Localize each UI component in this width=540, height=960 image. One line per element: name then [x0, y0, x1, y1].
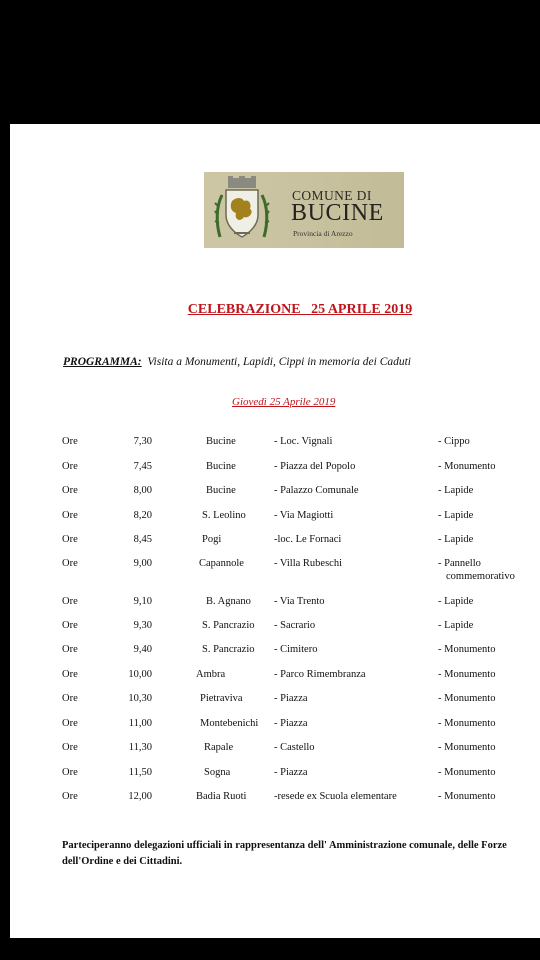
cell-time: 10,30	[128, 693, 152, 704]
logo-line-bucine: BUCINE	[291, 200, 384, 226]
cell-ore: Ore	[62, 742, 78, 753]
cell-time: 12,00	[128, 791, 152, 802]
table-row	[10, 693, 540, 709]
cell-site: - Castello	[274, 742, 315, 753]
cell-memorial-type: - Monumento	[438, 791, 496, 802]
cell-ore: Ore	[62, 558, 78, 569]
cell-site: - Piazza	[274, 718, 308, 729]
cell-location: Pogi	[202, 534, 222, 545]
cell-location: Ambra	[196, 669, 226, 680]
cell-memorial-type: - Monumento	[438, 644, 496, 655]
cell-site: - Palazzo Comunale	[274, 485, 359, 496]
table-row	[10, 669, 540, 685]
cell-ore: Ore	[62, 767, 78, 778]
cell-memorial-type: - Monumento	[438, 669, 496, 680]
cell-location: Pietraviva	[200, 693, 243, 704]
cell-site: - Sacrario	[274, 620, 316, 631]
cell-site: - Cimitero	[274, 644, 318, 655]
cell-location: Rapale	[204, 742, 234, 753]
table-row	[10, 461, 540, 477]
cell-time: 8,20	[133, 510, 152, 521]
cell-time: 7,45	[133, 461, 152, 472]
program-text: Visita a Monumenti, Lapidi, Cippi in memoria dei Caduti	[141, 356, 412, 368]
document-page	[10, 124, 540, 938]
cell-ore: Ore	[62, 534, 78, 545]
cell-memorial-type: - Lapide	[438, 534, 474, 545]
cell-ore: Ore	[62, 510, 78, 521]
cell-location: Capannole	[199, 558, 244, 569]
cell-ore: Ore	[62, 644, 78, 655]
cell-location: Montebenichi	[200, 718, 259, 729]
cell-site: - Parco Rimembranza	[274, 669, 366, 680]
cell-site: - Piazza	[274, 693, 308, 704]
cell-ore: Ore	[62, 791, 78, 802]
cell-location: Sogna	[204, 767, 231, 778]
cell-time: 11,50	[128, 767, 152, 778]
cell-time: 10,00	[128, 669, 152, 680]
cell-time: 9,40	[133, 644, 152, 655]
coat-of-arms-icon	[214, 175, 270, 245]
table-row	[10, 620, 540, 636]
logo-line-provincia: Provincia di Arezzo	[293, 229, 353, 238]
program-label: PROGRAMMA:	[63, 356, 142, 368]
cell-ore: Ore	[62, 693, 78, 704]
cell-time: 11,00	[128, 718, 152, 729]
cell-memorial-type: - Monumento	[438, 767, 496, 778]
table-row	[10, 485, 540, 501]
cell-memorial-type: - Monumento	[438, 461, 496, 472]
cell-time: 7,30	[133, 436, 152, 447]
program-line	[63, 356, 411, 368]
cell-memorial-type: - Cippo	[438, 436, 470, 447]
cell-memorial-type: - Monumento	[438, 718, 496, 729]
cell-location: Bucine	[206, 461, 236, 472]
municipality-logo	[204, 172, 404, 248]
table-row	[10, 558, 540, 582]
cell-ore: Ore	[62, 596, 78, 607]
cell-ore: Ore	[62, 461, 78, 472]
cell-time: 9,30	[133, 620, 152, 631]
table-row	[10, 767, 540, 783]
table-row	[10, 596, 540, 612]
table-row	[10, 510, 540, 526]
table-row	[10, 534, 540, 550]
cell-site: - Via Trento	[274, 596, 325, 607]
cell-time: 8,00	[133, 485, 152, 496]
cell-ore: Ore	[62, 436, 78, 447]
table-row	[10, 436, 540, 452]
event-date: Giovedì 25 Aprile 2019	[232, 396, 336, 408]
cell-time: 9,10	[133, 596, 152, 607]
cell-memorial-type: - Pannello	[438, 558, 481, 569]
cell-site: -loc. Le Fornaci	[274, 534, 342, 545]
cell-site: - Loc. Vignali	[274, 436, 333, 447]
cell-memorial-type: - Monumento	[438, 742, 496, 753]
cell-site: - Villa Rubeschi	[274, 558, 342, 569]
cell-ore: Ore	[62, 620, 78, 631]
cell-location: Bucine	[206, 485, 236, 496]
cell-location: Badia Ruoti	[196, 791, 247, 802]
cell-location: S. Leolino	[202, 510, 246, 521]
table-row	[10, 644, 540, 660]
cell-site: -resede ex Scuola elementare	[274, 791, 397, 802]
cell-memorial-type: - Lapide	[438, 620, 474, 631]
cell-memorial-type: - Lapide	[438, 596, 474, 607]
cell-ore: Ore	[62, 669, 78, 680]
cell-location: B. Agnano	[206, 596, 251, 607]
cell-time: 8,45	[133, 534, 152, 545]
cell-site: - Via Magiotti	[274, 510, 334, 521]
footer-note: Parteciperanno delegazioni ufficiali in rappresentanza dell' Amministrazione comunale, delle Forze dell'Ordine e dei Cittadini.	[62, 840, 507, 867]
cell-location: Bucine	[206, 436, 236, 447]
cell-ore: Ore	[62, 485, 78, 496]
table-row	[10, 791, 540, 807]
cell-memorial-type: - Lapide	[438, 485, 474, 496]
table-row	[10, 742, 540, 758]
logo-line-comune: COMUNE DI	[292, 188, 372, 203]
cell-site: - Piazza	[274, 767, 308, 778]
cell-ore: Ore	[62, 718, 78, 729]
cell-memorial-type: - Monumento	[438, 693, 496, 704]
table-row	[10, 718, 540, 734]
cell-site: - Piazza del Popolo	[274, 461, 356, 472]
cell-location: S. Pancrazio	[202, 620, 255, 631]
cell-location: S. Pancrazio	[202, 644, 255, 655]
cell-time: 9,00	[133, 558, 152, 569]
cell-time: 11,30	[128, 742, 152, 753]
cell-memorial-type: - Lapide	[438, 510, 474, 521]
cell-memorial-type-continued: commemorativo	[446, 571, 515, 582]
document-title: CELEBRAZIONE 25 APRILE 2019	[187, 302, 413, 317]
